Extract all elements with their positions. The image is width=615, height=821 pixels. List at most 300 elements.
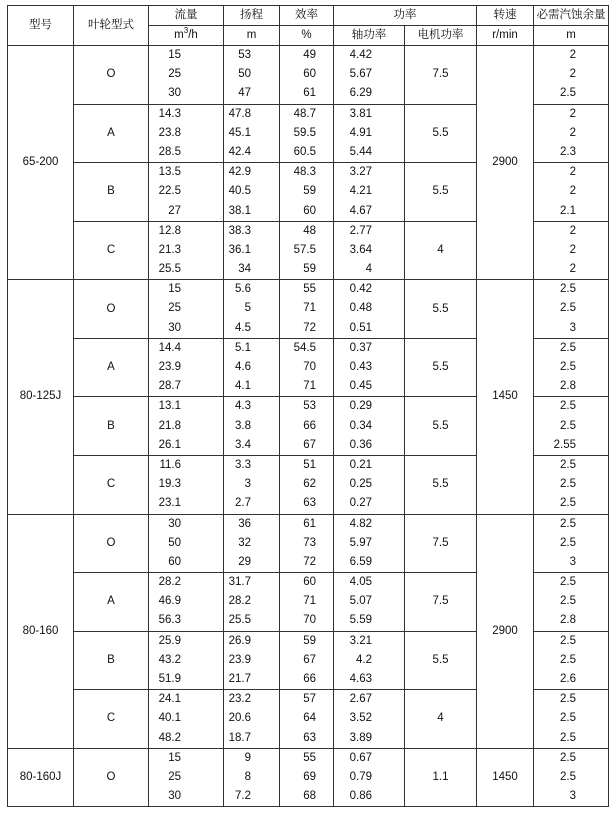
- impeller-cell: O: [74, 46, 149, 105]
- shaft-power-cell: [334, 514, 405, 573]
- efficiency-cell-value: 48.7: [293, 107, 316, 120]
- shaft-power-cell: [334, 163, 405, 222]
- shaft-power-cell-value: 0.34: [349, 419, 372, 432]
- head-cell-value: 3: [244, 478, 251, 491]
- shaft-power-cell: [334, 280, 405, 339]
- efficiency-cell-value: 66: [303, 419, 316, 432]
- header-motor-power: 电机功率: [405, 26, 477, 46]
- npsh-cell-value: 2.5: [560, 283, 576, 296]
- npsh-cell-value: 2: [569, 224, 576, 237]
- efficiency-cell-value: 66: [303, 673, 316, 685]
- efficiency-cell-value: 57.5: [293, 243, 316, 256]
- efficiency-cell-value: 69: [303, 770, 316, 783]
- impeller-cell: B: [74, 397, 149, 456]
- efficiency-cell-value: 73: [303, 536, 316, 549]
- flow-cell-value: 19.3: [158, 478, 181, 491]
- flow-cell: [149, 280, 224, 339]
- head-cell-value: 40.5: [228, 185, 251, 198]
- header-speed-unit: r/min: [477, 26, 534, 46]
- npsh-cell-value: 2.1: [560, 204, 576, 217]
- efficiency-cell-value: 70: [303, 614, 316, 627]
- npsh-cell-value: 2.5: [560, 302, 576, 315]
- efficiency-cell-value: 60: [303, 204, 316, 217]
- efficiency-cell-value: 68: [303, 790, 316, 803]
- flow-cell-value: 30: [168, 517, 181, 530]
- flow-cell-value: 13.1: [158, 400, 181, 413]
- head-cell: [224, 280, 280, 339]
- head-cell: [224, 338, 280, 397]
- model-cell: 65-200: [8, 46, 74, 280]
- npsh-cell-value: 2.5: [560, 770, 576, 783]
- npsh-cell-value: 2.5: [560, 712, 576, 725]
- head-cell-value: 23.2: [228, 693, 251, 706]
- head-cell-value: 2.7: [235, 497, 251, 510]
- efficiency-cell-value: 54.5: [293, 341, 316, 354]
- flow-cell-value: 25.9: [158, 634, 181, 647]
- head-cell: [224, 631, 280, 690]
- head-cell-value: 4.6: [235, 361, 251, 373]
- head-cell-value: 23.9: [228, 653, 251, 666]
- motor-power-cell: 4: [405, 221, 477, 280]
- flow-cell-value: 12.8: [158, 224, 181, 237]
- shaft-power-cell-value: 5.07: [349, 595, 372, 608]
- flow-cell-value: 11.6: [159, 458, 181, 471]
- npsh-cell-value: 2.5: [560, 497, 576, 510]
- shaft-power-cell-value: 0.29: [349, 400, 372, 413]
- npsh-cell-value: 2.6: [560, 673, 576, 685]
- shaft-power-cell-value: 6.59: [349, 555, 372, 568]
- shaft-power-cell-value: 3.21: [349, 634, 372, 647]
- head-cell-value: 47: [238, 87, 251, 100]
- shaft-power-cell-value: 5.67: [349, 68, 372, 81]
- shaft-power-cell-value: 0.51: [349, 321, 372, 334]
- head-cell-value: 25.5: [228, 614, 251, 627]
- npsh-cell: [534, 280, 609, 339]
- shaft-power-cell: [334, 573, 405, 632]
- speed-cell: 1450: [477, 748, 534, 807]
- head-cell-value: 47.8: [228, 107, 251, 120]
- flow-cell: [149, 397, 224, 456]
- head-cell-value: 8: [244, 770, 251, 783]
- flow-cell: [149, 690, 224, 749]
- motor-power-cell: 5.5: [405, 280, 477, 339]
- shaft-power-cell-value: 0.45: [349, 380, 372, 393]
- efficiency-cell-value: 59: [303, 185, 316, 198]
- head-cell: [224, 46, 280, 105]
- flow-cell-value: 21.3: [158, 243, 181, 256]
- efficiency-cell: [280, 631, 334, 690]
- npsh-cell: [534, 631, 609, 690]
- efficiency-cell-value: 49: [303, 49, 316, 61]
- efficiency-cell: [280, 221, 334, 280]
- efficiency-cell-value: 51: [303, 458, 316, 471]
- motor-power-cell: 7.5: [405, 514, 477, 573]
- flow-cell-value: 27: [168, 204, 181, 217]
- head-cell-value: 42.9: [228, 166, 251, 179]
- shaft-power-cell-value: 0.25: [349, 478, 372, 491]
- pump-performance-table: [7, 5, 609, 807]
- speed-cell: 2900: [477, 514, 534, 748]
- efficiency-cell-value: 55: [303, 751, 316, 764]
- shaft-power-cell-value: 3.81: [349, 107, 372, 120]
- head-cell-value: 53: [238, 49, 251, 61]
- motor-power-cell: 5.5: [405, 455, 477, 514]
- table-row: [8, 514, 609, 573]
- head-cell-value: 9: [244, 751, 251, 764]
- npsh-cell-value: 2: [569, 107, 576, 120]
- flow-cell-value: 13.5: [158, 166, 181, 179]
- npsh-cell-value: 2: [569, 68, 576, 81]
- shaft-power-cell-value: 4.2: [356, 653, 372, 666]
- motor-power-cell: 5.5: [405, 397, 477, 456]
- shaft-power-cell-value: 2.67: [349, 693, 372, 706]
- header-efficiency-unit: %: [280, 26, 334, 46]
- npsh-cell-value: 2.8: [560, 614, 576, 627]
- shaft-power-cell: [334, 748, 405, 807]
- flow-cell-value: 21.8: [158, 419, 181, 432]
- flow-cell: [149, 514, 224, 573]
- efficiency-cell: [280, 338, 334, 397]
- efficiency-cell: [280, 280, 334, 339]
- npsh-cell-value: 2.5: [560, 731, 576, 744]
- header-flow-unit: [149, 26, 224, 46]
- header-head-unit: m: [224, 26, 280, 46]
- efficiency-cell-value: 60: [303, 68, 316, 81]
- shaft-power-cell: [334, 221, 405, 280]
- head-cell: [224, 748, 280, 807]
- shaft-power-cell-value: 3.89: [349, 731, 372, 744]
- head-cell-value: 50: [238, 68, 251, 81]
- flow-cell: [149, 338, 224, 397]
- impeller-cell: C: [74, 221, 149, 280]
- shaft-power-cell-value: 3.27: [349, 166, 372, 179]
- shaft-power-cell-value: 5.59: [349, 614, 372, 627]
- table-row: [8, 46, 609, 105]
- efficiency-cell: [280, 455, 334, 514]
- flow-cell-value: 23.8: [158, 126, 181, 139]
- efficiency-cell-value: 71: [303, 302, 316, 315]
- npsh-cell-value: 2.5: [560, 693, 576, 706]
- shaft-power-cell: [334, 455, 405, 514]
- head-cell-value: 20.6: [228, 712, 251, 725]
- head-cell-value: 34: [238, 263, 251, 276]
- head-cell-value: 4.5: [235, 321, 251, 334]
- head-cell-value: 28.2: [228, 595, 251, 608]
- npsh-cell-value: 2.5: [560, 478, 576, 491]
- efficiency-cell-value: 72: [303, 555, 316, 568]
- head-cell-value: 18.7: [228, 731, 251, 744]
- header-npsh-unit: m: [534, 26, 609, 46]
- flow-cell: [149, 221, 224, 280]
- efficiency-cell-value: 48: [303, 224, 316, 237]
- flow-cell-value: 48.2: [158, 731, 181, 744]
- head-cell-value: 26.9: [228, 634, 251, 647]
- efficiency-cell: [280, 573, 334, 632]
- head-cell-value: 38.3: [228, 224, 251, 237]
- flow-cell-value: 15: [168, 751, 181, 764]
- table-body: [8, 46, 609, 807]
- efficiency-cell: [280, 46, 334, 105]
- shaft-power-cell-value: 4.21: [349, 185, 372, 198]
- shaft-power-cell-value: 4.91: [349, 126, 372, 139]
- npsh-cell-value: 2.5: [560, 576, 576, 589]
- shaft-power-cell: [334, 46, 405, 105]
- shaft-power-cell-value: 5.44: [349, 145, 372, 158]
- efficiency-cell-value: 59: [303, 263, 316, 276]
- flow-cell: [149, 46, 224, 105]
- motor-power-cell: 5.5: [405, 631, 477, 690]
- head-cell: [224, 397, 280, 456]
- efficiency-cell-value: 63: [303, 497, 316, 510]
- npsh-cell-value: 2: [569, 126, 576, 139]
- impeller-cell: C: [74, 455, 149, 514]
- header-npsh: 必需汽蚀余量: [534, 6, 609, 26]
- head-cell-value: 31.7: [228, 576, 251, 589]
- efficiency-cell-value: 48.3: [293, 166, 316, 179]
- npsh-cell-value: 2: [569, 263, 576, 276]
- head-cell-value: 7.2: [235, 790, 251, 803]
- model-cell: 80-125J: [8, 280, 74, 514]
- header-efficiency: 效率: [280, 6, 334, 26]
- flow-cell-value: 50: [168, 536, 181, 549]
- motor-power-cell: 4: [405, 690, 477, 749]
- shaft-power-cell: [334, 690, 405, 749]
- head-cell-value: 5.6: [235, 283, 251, 296]
- motor-power-cell: 5.5: [405, 163, 477, 222]
- npsh-cell-value: 2.5: [560, 361, 576, 373]
- motor-power-cell: 1.1: [405, 748, 477, 807]
- npsh-cell-value: 2.5: [560, 87, 576, 100]
- flow-cell-value: 56.3: [158, 614, 181, 627]
- impeller-cell: C: [74, 690, 149, 749]
- flow-cell-value: 23.1: [158, 497, 181, 510]
- head-cell-value: 36.1: [228, 243, 251, 256]
- head-cell: [224, 514, 280, 573]
- header-shaft-power: 轴功率: [334, 26, 405, 46]
- motor-power-cell: 5.5: [405, 104, 477, 163]
- npsh-cell: [534, 573, 609, 632]
- npsh-cell: [534, 690, 609, 749]
- efficiency-cell: [280, 104, 334, 163]
- efficiency-cell: [280, 163, 334, 222]
- table-header: [8, 6, 609, 46]
- efficiency-cell-value: 72: [303, 321, 316, 334]
- head-cell-value: 4.3: [235, 400, 251, 413]
- flow-cell-value: 14.4: [158, 341, 181, 354]
- efficiency-cell-value: 61: [303, 517, 316, 530]
- motor-power-cell: 7.5: [405, 573, 477, 632]
- model-cell: 80-160: [8, 514, 74, 748]
- motor-power-cell: 5.5: [405, 338, 477, 397]
- flow-cell-value: 22.5: [158, 185, 181, 198]
- npsh-cell: [534, 46, 609, 105]
- npsh-cell-value: 3: [569, 555, 576, 568]
- head-cell-value: 45.1: [228, 126, 251, 139]
- flow-cell-value: 26.1: [158, 438, 181, 451]
- header-model: 型号: [8, 6, 74, 46]
- npsh-cell-value: 2.8: [560, 380, 576, 393]
- shaft-power-cell-value: 0.37: [349, 341, 372, 354]
- efficiency-cell-value: 67: [303, 653, 316, 666]
- efficiency-cell-value: 59: [303, 634, 316, 647]
- head-cell-value: 4.1: [235, 380, 251, 393]
- efficiency-cell-value: 70: [303, 361, 316, 373]
- head-cell-value: 29: [238, 555, 251, 568]
- efficiency-cell: [280, 690, 334, 749]
- impeller-cell: B: [74, 631, 149, 690]
- efficiency-cell-value: 55: [303, 283, 316, 296]
- speed-cell: 1450: [477, 280, 534, 514]
- shaft-power-cell-value: 4.42: [349, 49, 372, 61]
- flow-cell-value: 51.9: [158, 673, 181, 685]
- shaft-power-cell-value: 2.77: [349, 224, 372, 237]
- npsh-cell-value: 2.5: [560, 536, 576, 549]
- efficiency-cell-value: 61: [303, 87, 316, 100]
- npsh-cell: [534, 104, 609, 163]
- flow-cell-value: 25: [168, 302, 181, 315]
- head-cell-value: 3.8: [235, 419, 251, 432]
- npsh-cell-value: 2: [569, 185, 576, 198]
- npsh-cell: [534, 748, 609, 807]
- efficiency-cell-value: 60: [303, 576, 316, 589]
- npsh-cell-value: 2.5: [560, 419, 576, 432]
- npsh-cell-value: 2.5: [560, 458, 576, 471]
- efficiency-cell-value: 59.5: [293, 126, 316, 139]
- npsh-cell: [534, 397, 609, 456]
- efficiency-cell-value: 60.5: [293, 145, 316, 158]
- efficiency-cell: [280, 748, 334, 807]
- shaft-power-cell-value: 4.05: [349, 576, 372, 589]
- flow-unit-sup: 3: [183, 26, 189, 36]
- npsh-cell-value: 2: [569, 166, 576, 179]
- header-head: 扬程: [224, 6, 280, 26]
- npsh-cell: [534, 338, 609, 397]
- flow-cell-value: 14.3: [158, 107, 181, 120]
- shaft-power-cell: [334, 104, 405, 163]
- head-cell-value: 38.1: [228, 204, 251, 217]
- impeller-cell: O: [74, 514, 149, 573]
- shaft-power-cell-value: 4.63: [349, 673, 372, 685]
- model-cell: 80-160J: [8, 748, 74, 807]
- shaft-power-cell-value: 0.48: [349, 302, 372, 315]
- shaft-power-cell-value: 0.67: [349, 751, 372, 764]
- head-cell-value: 21.7: [228, 673, 251, 685]
- shaft-power-cell-value: 0.86: [349, 790, 372, 803]
- flow-cell: [149, 163, 224, 222]
- head-cell-value: 36: [238, 517, 251, 530]
- flow-cell-value: 30: [168, 790, 181, 803]
- flow-cell-value: 30: [168, 321, 181, 334]
- flow-cell-value: 25: [168, 68, 181, 81]
- head-cell: [224, 163, 280, 222]
- npsh-cell-value: 3: [569, 321, 576, 334]
- npsh-cell-value: 2.5: [560, 751, 576, 764]
- shaft-power-cell-value: 0.36: [349, 438, 372, 451]
- impeller-cell: A: [74, 104, 149, 163]
- impeller-cell: B: [74, 163, 149, 222]
- efficiency-cell-value: 53: [303, 400, 316, 413]
- head-cell: [224, 221, 280, 280]
- shaft-power-cell-value: 0.42: [349, 283, 372, 296]
- head-cell-value: 5.1: [235, 341, 251, 354]
- flow-cell-value: 25: [168, 770, 181, 783]
- header-impeller: 叶轮型式: [74, 6, 149, 46]
- flow-cell-value: 28.7: [158, 380, 181, 393]
- flow-cell-value: 28.2: [158, 576, 181, 589]
- flow-cell-value: 15: [168, 283, 181, 296]
- shaft-power-cell-value: 0.79: [349, 770, 372, 783]
- flow-cell-value: 46.9: [158, 595, 181, 608]
- npsh-cell: [534, 455, 609, 514]
- efficiency-cell-value: 67: [303, 438, 316, 451]
- flow-cell-value: 43.2: [158, 653, 181, 666]
- shaft-power-cell: [334, 631, 405, 690]
- shaft-power-cell-value: 4.67: [349, 204, 372, 217]
- header-speed: 转速: [477, 6, 534, 26]
- efficiency-cell-value: 62: [303, 478, 316, 491]
- npsh-cell-value: 2.5: [560, 634, 576, 647]
- shaft-power-cell-value: 0.43: [349, 361, 372, 373]
- head-cell-value: 5: [244, 302, 251, 315]
- impeller-cell: O: [74, 748, 149, 807]
- npsh-cell-value: 2: [569, 49, 576, 61]
- efficiency-cell-value: 71: [303, 380, 316, 393]
- speed-cell: 2900: [477, 46, 534, 280]
- flow-cell-value: 23.9: [158, 361, 181, 373]
- npsh-cell-value: 2.55: [553, 438, 576, 451]
- flow-cell: [149, 573, 224, 632]
- flow-cell-value: 28.5: [158, 145, 181, 158]
- efficiency-cell-value: 57: [303, 693, 316, 706]
- efficiency-cell-value: 64: [303, 712, 316, 725]
- flow-cell-value: 40.1: [158, 712, 181, 725]
- impeller-cell: O: [74, 280, 149, 339]
- flow-unit-tail: /h: [188, 29, 198, 41]
- head-cell: [224, 104, 280, 163]
- shaft-power-cell-value: 4: [365, 263, 372, 276]
- shaft-power-cell-value: 0.21: [349, 458, 372, 471]
- flow-cell-value: 60: [168, 555, 181, 568]
- shaft-power-cell-value: 0.27: [349, 497, 372, 510]
- shaft-power-cell-value: 5.97: [349, 536, 372, 549]
- head-cell-value: 3.3: [235, 458, 251, 471]
- impeller-cell: A: [74, 573, 149, 632]
- npsh-cell-value: 3: [569, 790, 576, 803]
- npsh-cell-value: 2.5: [560, 653, 576, 666]
- shaft-power-cell-value: 6.29: [349, 87, 372, 100]
- shaft-power-cell-value: 3.64: [349, 243, 372, 256]
- header-power: 功率: [334, 6, 477, 26]
- efficiency-cell: [280, 397, 334, 456]
- efficiency-cell-value: 71: [303, 595, 316, 608]
- npsh-cell-value: 2.5: [560, 517, 576, 530]
- npsh-cell-value: 2.5: [560, 341, 576, 354]
- head-cell: [224, 573, 280, 632]
- motor-power-cell: 7.5: [405, 46, 477, 105]
- table-row: [8, 748, 609, 807]
- shaft-power-cell: [334, 397, 405, 456]
- impeller-cell: A: [74, 338, 149, 397]
- shaft-power-cell-value: 3.52: [349, 712, 372, 725]
- npsh-cell-value: 2.5: [560, 400, 576, 413]
- flow-cell: [149, 455, 224, 514]
- head-cell-value: 42.4: [228, 145, 251, 158]
- npsh-cell: [534, 221, 609, 280]
- flow-unit-base: m: [174, 29, 184, 41]
- head-cell-value: 3.4: [235, 438, 251, 451]
- efficiency-cell: [280, 514, 334, 573]
- table-row: [8, 280, 609, 339]
